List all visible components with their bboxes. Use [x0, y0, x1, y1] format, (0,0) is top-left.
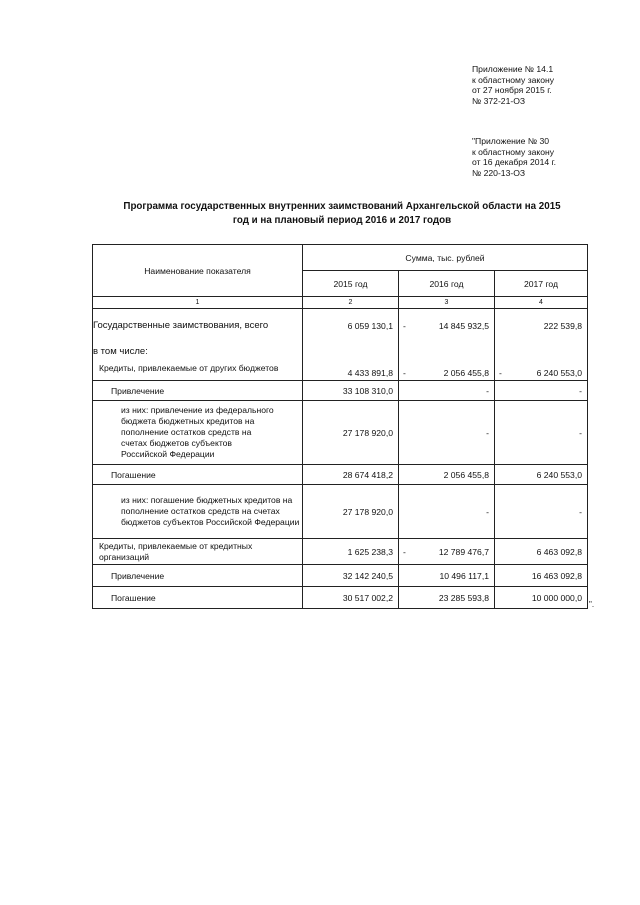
column-number-row [93, 297, 588, 309]
table-row [93, 381, 588, 401]
row-label: Привлечение [93, 565, 303, 587]
value-2016-cell [399, 309, 495, 343]
value-2017: - [495, 381, 588, 401]
value-2016-cell [399, 357, 495, 381]
value-2016: 10 496 117,1 [399, 565, 495, 587]
column-number: 1 [93, 297, 303, 309]
value-2016: 2 056 455,8 [443, 368, 489, 378]
appendix-line: Приложение № 14.1 [472, 64, 554, 74]
closing-quote-mark: ". [589, 600, 595, 609]
minus-sign: - [403, 320, 406, 331]
value-2016: 12 789 476,7 [438, 546, 489, 557]
table-row [93, 309, 588, 343]
value-2015: 4 433 891,8 [303, 357, 399, 381]
header-sum: Сумма, тыс. рублей [303, 245, 588, 271]
column-number: 2 [303, 297, 399, 309]
table-row [93, 343, 588, 357]
appendix-14-1-note [472, 64, 554, 106]
value-2016: 2 056 455,8 [399, 465, 495, 485]
header-row-1 [93, 245, 588, 271]
header-2016: 2016 год [399, 271, 495, 297]
value-2015: 6 059 130,1 [303, 309, 399, 343]
row-label: Кредиты, привлекаемые от других бюджетов [93, 357, 303, 381]
value-2017: 222 539,8 [495, 309, 588, 343]
minus-sign: - [403, 368, 406, 378]
value-2015: 1 625 238,3 [303, 539, 399, 565]
value-2017: 10 000 000,0 [495, 587, 588, 609]
title-line-2: год и на плановый период 2016 и 2017 годов [232, 214, 452, 226]
table-row [93, 485, 588, 539]
value-2017: 6 240 553,0 [495, 465, 588, 485]
value-2017: - [495, 485, 588, 539]
value-2015: 30 517 002,2 [303, 587, 399, 609]
appendix-line: от 16 декабря 2014 г. [472, 157, 557, 168]
row-label: Привлечение [93, 381, 303, 401]
appendix-line: от 27 ноября 2015 г. [472, 85, 552, 96]
column-number: 3 [399, 297, 495, 309]
value-2016-cell [399, 539, 495, 565]
document-title [92, 200, 592, 227]
row-label: Погашение [93, 587, 303, 609]
appendix-line: к областному закону [472, 146, 555, 157]
value-2015: 28 674 418,2 [303, 465, 399, 485]
appendix-30-note [472, 136, 556, 178]
row-label: из них: привлечение из федерального бюджета бюджетных кредитов на пополнение остатков средств на счетах бюджетов субъектов Российской Федерации [93, 401, 303, 465]
value-2015: 33 108 310,0 [303, 381, 399, 401]
value-2015: 27 178 920,0 [303, 485, 399, 539]
table-row [93, 357, 588, 381]
value-2017-cell [495, 357, 588, 381]
row-label: Кредиты, привлекаемые от кредитных организаций [93, 539, 303, 565]
table-row [93, 565, 588, 587]
header-indicator: Наименование показателя [93, 245, 303, 297]
value-2017: 16 463 092,8 [495, 565, 588, 587]
value-2016: 14 845 932,5 [438, 320, 489, 331]
value-2015: 27 178 920,0 [303, 401, 399, 465]
borrowing-program-table [92, 244, 588, 609]
header-2017: 2017 год [495, 271, 588, 297]
value-2016: - [399, 401, 495, 465]
value-2015: 32 142 240,5 [303, 565, 399, 587]
value-2016: - [399, 485, 495, 539]
value-2016: - [399, 381, 495, 401]
appendix-line: № 372-21-ОЗ [472, 95, 526, 106]
appendix-line: № 220-13-ОЗ [472, 167, 526, 178]
appendix-line: "Приложение № 30 [472, 136, 550, 146]
value-2016: 23 285 593,8 [399, 587, 495, 609]
table-row [93, 587, 588, 609]
header-2015: 2015 год [303, 271, 399, 297]
minus-sign: - [499, 368, 502, 378]
table-row [93, 465, 588, 485]
row-label: в том числе: [93, 343, 303, 357]
value-2017: - [495, 401, 588, 465]
table-row [93, 539, 588, 565]
column-number: 4 [495, 297, 588, 309]
appendix-line: к областному закону [472, 74, 555, 85]
row-label: из них: погашение бюджетных кредитов на пополнение остатков средств на счетах бюджетов субъектов Российской Федерации [93, 485, 303, 539]
value-2017: 6 240 553,0 [536, 368, 583, 378]
row-label: Государственные заимствования, всего [93, 309, 303, 343]
title-line-1: Программа государственных внутренних заимствований Архангельской области на 2015 [123, 201, 561, 212]
row-label: Погашение [93, 465, 303, 485]
minus-sign: - [403, 546, 406, 557]
value-2017: 6 463 092,8 [495, 539, 588, 565]
table-row [93, 401, 588, 465]
